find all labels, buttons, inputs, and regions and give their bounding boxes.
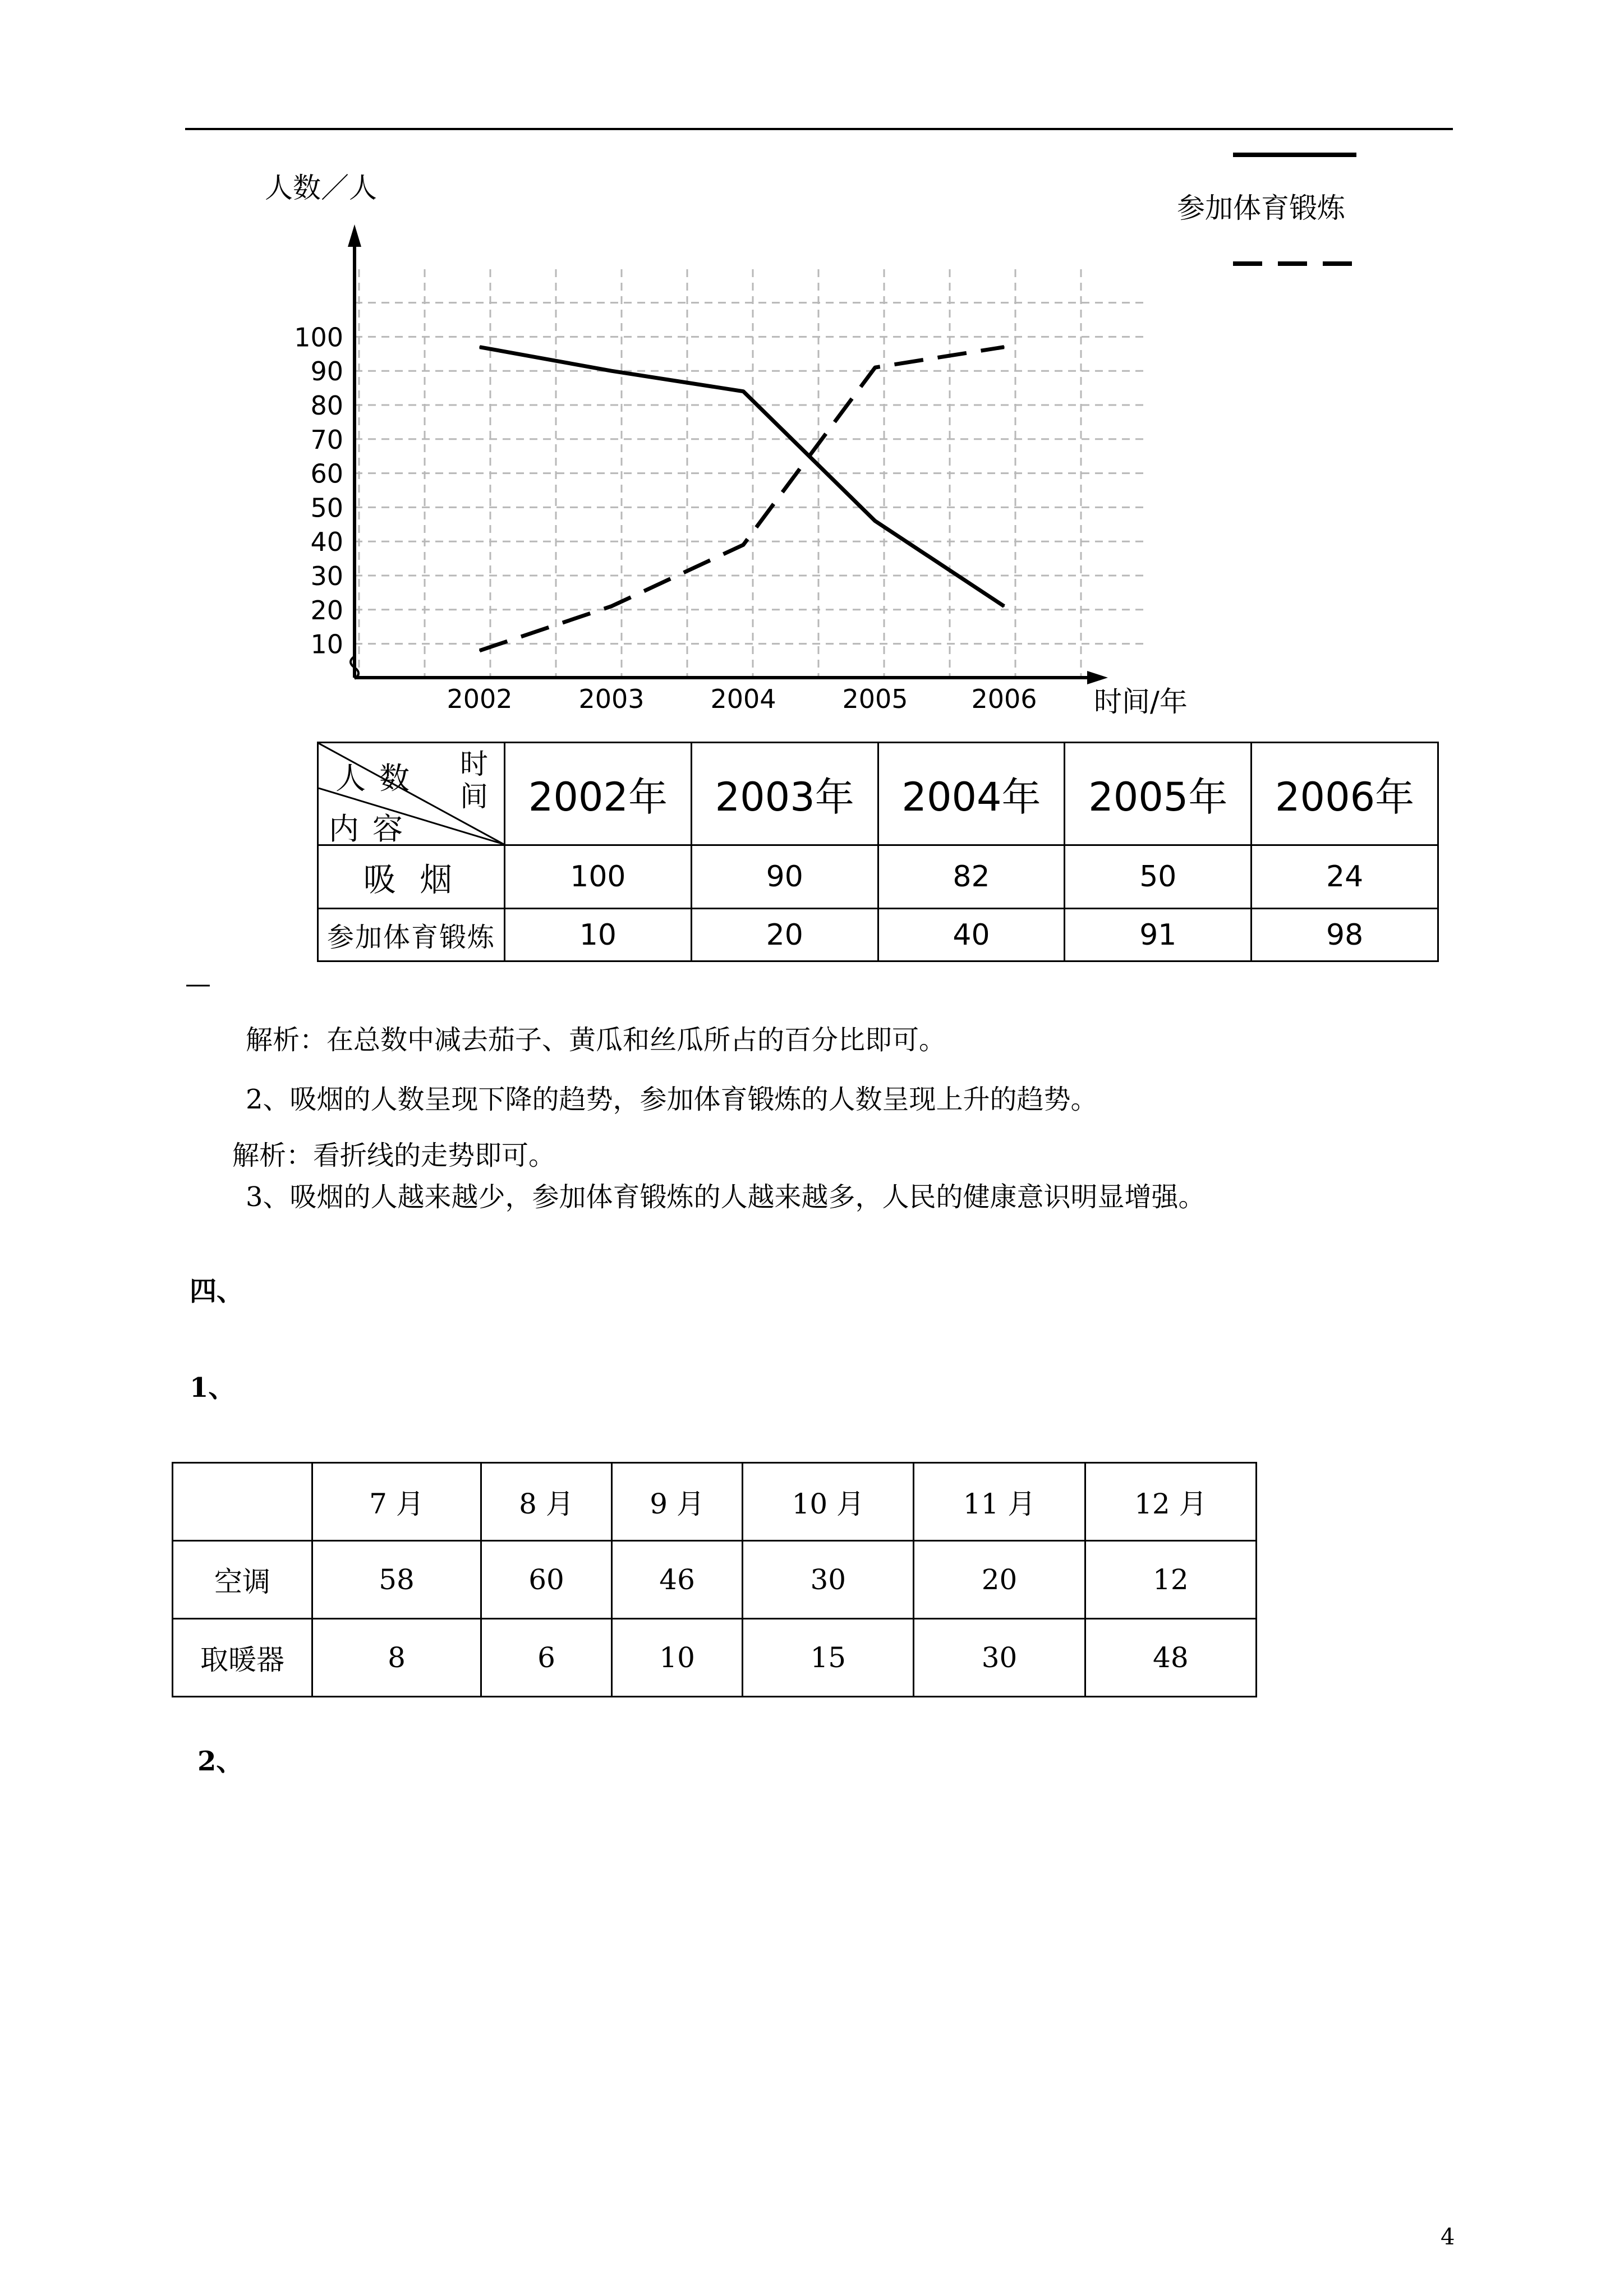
item-number: 2、 xyxy=(197,1746,243,1777)
table-cell: 58 xyxy=(312,1541,481,1619)
table-cell: 30 xyxy=(914,1619,1085,1697)
header-cell: 9 月 xyxy=(612,1463,743,1541)
table-cell: 8 xyxy=(312,1619,481,1697)
table-row xyxy=(318,845,1438,909)
section-heading: 四、 xyxy=(190,1276,244,1307)
table-row xyxy=(173,1541,1257,1619)
series-line-solid xyxy=(480,347,1004,606)
y-tick-label: 60 xyxy=(310,458,343,489)
figure-data-table xyxy=(317,742,1439,962)
y-tick-label: 100 xyxy=(294,322,343,353)
table-cell: 60 xyxy=(481,1541,612,1619)
table-cell: 20 xyxy=(914,1541,1085,1619)
dash-mark: — xyxy=(185,968,211,999)
series-lines xyxy=(479,347,1005,651)
data-point xyxy=(1004,347,1005,348)
y-tick-label: 50 xyxy=(310,493,343,523)
corner-cell xyxy=(318,743,505,845)
page-number: 4 xyxy=(1441,2224,1455,2250)
y-tick-label: 80 xyxy=(310,390,343,421)
line-chart xyxy=(0,0,1624,740)
table-cell: 82 xyxy=(878,845,1065,909)
y-tick-label: 20 xyxy=(310,595,343,625)
header-cell: 2003年 xyxy=(691,743,878,845)
row-label: 取暖器 xyxy=(173,1619,312,1697)
x-tick-label: 2006 xyxy=(971,684,1037,714)
table-row xyxy=(318,909,1438,961)
appliance-table xyxy=(172,1462,1257,1697)
y-axis-arrow xyxy=(348,224,361,247)
data-point xyxy=(1004,606,1005,607)
data-point xyxy=(611,370,612,371)
item-number: 1、 xyxy=(190,1372,236,1404)
y-tick-labels xyxy=(294,322,343,659)
paragraph: 3、吸烟的人越来越少，参加体育锻炼的人越来越多，人民的健康意识明显增强。 xyxy=(246,1181,1206,1213)
data-point xyxy=(479,347,480,348)
header-cell: 7 月 xyxy=(312,1463,481,1541)
x-tick-label: 2004 xyxy=(710,684,776,714)
header-cell: 11 月 xyxy=(914,1463,1085,1541)
y-tick-label: 30 xyxy=(310,561,343,591)
row-label: 吸 烟 xyxy=(318,845,505,909)
paragraph: 2、吸烟的人数呈现下降的趋势，参加体育锻炼的人数呈现上升的趋势。 xyxy=(246,1084,1098,1115)
y-tick-label: 90 xyxy=(310,356,343,387)
paragraph: 解析：看折线的走势即可。 xyxy=(232,1140,556,1171)
row-label: 参加体育锻炼 xyxy=(318,909,505,961)
corner-label-count: 人数 xyxy=(335,761,423,796)
table-cell: 12 xyxy=(1085,1541,1256,1619)
x-tick-label: 2003 xyxy=(578,684,645,714)
x-tick-labels xyxy=(447,684,1037,714)
legend-label: 参加体育锻炼 xyxy=(1177,192,1345,224)
table-row xyxy=(173,1619,1257,1697)
table-cell: 100 xyxy=(505,845,692,909)
table-cell: 91 xyxy=(1065,909,1252,961)
table-cell: 20 xyxy=(691,909,878,961)
table-cell: 46 xyxy=(612,1541,743,1619)
x-axis-label: 时间/年 xyxy=(1094,685,1188,718)
table-cell: 50 xyxy=(1065,845,1252,909)
table-cell: 98 xyxy=(1252,909,1438,961)
table-cell: 6 xyxy=(481,1619,612,1697)
table-cell: 15 xyxy=(743,1619,914,1697)
data-point xyxy=(611,606,612,607)
header-cell: 12 月 xyxy=(1085,1463,1256,1541)
header-cell: 8 月 xyxy=(481,1463,612,1541)
y-tick-label: 40 xyxy=(310,527,343,558)
table-cell: 24 xyxy=(1252,845,1438,909)
chart-axes xyxy=(348,224,1108,684)
corner-label-time: 时间 xyxy=(460,748,498,813)
legend xyxy=(1177,155,1356,264)
table-cell: 30 xyxy=(743,1541,914,1619)
y-tick-label: 10 xyxy=(310,629,343,660)
row-label: 空调 xyxy=(173,1541,312,1619)
data-point xyxy=(743,391,744,392)
header-cell: 2006年 xyxy=(1252,743,1438,845)
corner-label-content: 内容 xyxy=(329,811,416,846)
header-cell: 2004年 xyxy=(878,743,1065,845)
x-tick-label: 2005 xyxy=(842,684,908,714)
table-row xyxy=(318,743,1438,845)
table-cell: 10 xyxy=(505,909,692,961)
header-cell: 10 月 xyxy=(743,1463,914,1541)
y-axis-label: 人数／人 xyxy=(265,172,377,204)
header-cell: 2005年 xyxy=(1065,743,1252,845)
header-cell: 2002年 xyxy=(505,743,692,845)
data-point xyxy=(743,544,744,545)
x-axis-arrow xyxy=(1087,671,1108,684)
data-point xyxy=(875,521,876,522)
data-point xyxy=(479,650,480,651)
table-row xyxy=(173,1463,1257,1541)
data-point xyxy=(875,367,876,368)
table-cell: 10 xyxy=(612,1619,743,1697)
x-tick-label: 2002 xyxy=(447,684,513,714)
paragraph: 解析：在总数中减去茄子、黄瓜和丝瓜所占的百分比即可。 xyxy=(246,1024,946,1056)
header-cell xyxy=(173,1463,312,1541)
chart-grid xyxy=(355,269,1144,678)
table-cell: 90 xyxy=(691,845,878,909)
table-cell: 48 xyxy=(1085,1619,1256,1697)
table-cell: 40 xyxy=(878,909,1065,961)
y-tick-label: 70 xyxy=(310,424,343,455)
